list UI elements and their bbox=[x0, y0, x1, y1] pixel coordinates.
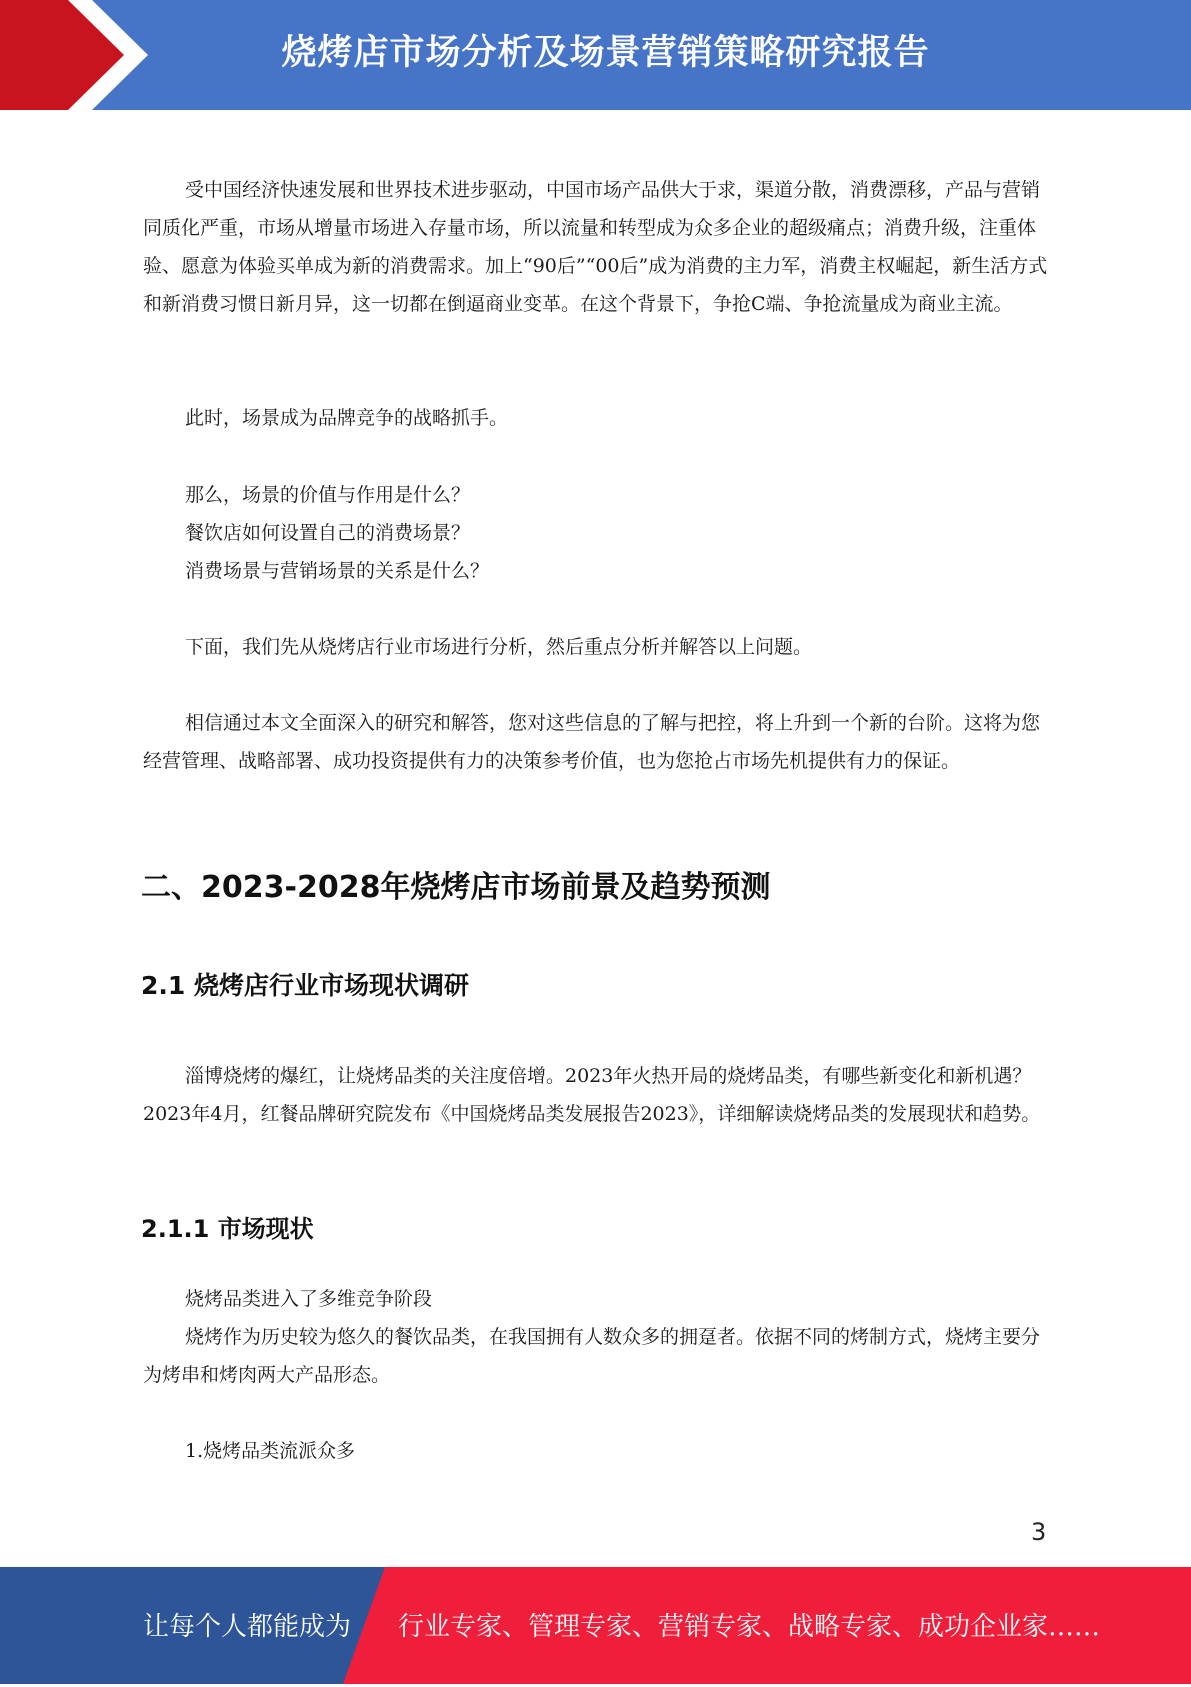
subsection-heading-2-1: 2.1 烧烤店行业市场现状调研 bbox=[141, 971, 469, 1000]
subsection-heading-2-1-1: 2.1.1 市场现状 bbox=[141, 1215, 314, 1243]
intro-paragraph-4: 相信通过本文全面深入的研究和解答，您对这些信息的了解与把控，将上升到一个新的台阶。这将为您经营管理、战略部署、成功投资提供有力的决策参考价值，也为您抢占市场先机提供有力的保证。 bbox=[143, 712, 1041, 772]
subsection-2-1-1-lead: 烧烤品类进入了多维竞争阶段 bbox=[185, 1288, 433, 1310]
section-heading: 二、2023-2028年烧烤店市场前景及趋势预测 bbox=[141, 870, 771, 905]
page-footer-band bbox=[0, 1567, 1191, 1684]
page-number: 3 bbox=[1031, 1518, 1047, 1546]
subsection-2-1-1-paragraph: 烧烤作为历史较为悠久的餐饮品类，在我国拥有人数众多的拥趸者。依据不同的烤制方式，烧烤主要分为烤串和烤肉两大产品形态。 bbox=[143, 1326, 1041, 1386]
footer-slogan-left: 让每个人都能成为 bbox=[143, 1612, 352, 1642]
question-3: 消费场景与营销场景的关系是什么？ bbox=[185, 560, 490, 582]
list-item-1: 1.烧烤品类流派众多 bbox=[185, 1440, 356, 1462]
intro-paragraph-2: 此时，场景成为品牌竞争的战略抓手。 bbox=[185, 407, 509, 429]
intro-paragraph-1: 受中国经济快速发展和世界技术进步驱动，中国市场产品供大于求，渠道分散，消费漂移，产品与营销同质化严重，市场从增量市场进入存量市场，所以流量和转型成为众多企业的超级痛点；消费升级，注重体验、愿意为体验买单成为新的消费需求。加上“90后”“00后”成为消费的主力军，消费主权崛起，新生活方式和新消费习惯日新月异，这一切都在倒逼商业变革。在这个背景下，争抢C端、争抢流量成为商业主流。 bbox=[143, 179, 1048, 315]
question-1: 那么，场景的价值与作用是什么？ bbox=[185, 484, 471, 506]
page-header-band bbox=[0, 0, 1191, 110]
subsection-2-1-paragraph: 淄博烧烤的爆红，让烧烤品类的关注度倍增。2023年火热开局的烧烤品类，有哪些新变化和新机遇？2023年4月，红餐品牌研究院发布《中国烧烤品类发展报告2023》，详细解读烧烤品类的发展现状和趋势。 bbox=[143, 1065, 1041, 1125]
intro-paragraph-3: 下面，我们先从烧烤店行业市场进行分析，然后重点分析并解答以上问题。 bbox=[185, 636, 813, 658]
footer-slogan-right: 行业专家、管理专家、营销专家、战略专家、成功企业家…… bbox=[398, 1612, 1101, 1642]
report-title: 烧烤店市场分析及场景营销策略研究报告 bbox=[281, 33, 930, 73]
question-2: 餐饮店如何设置自己的消费场景？ bbox=[185, 522, 471, 544]
